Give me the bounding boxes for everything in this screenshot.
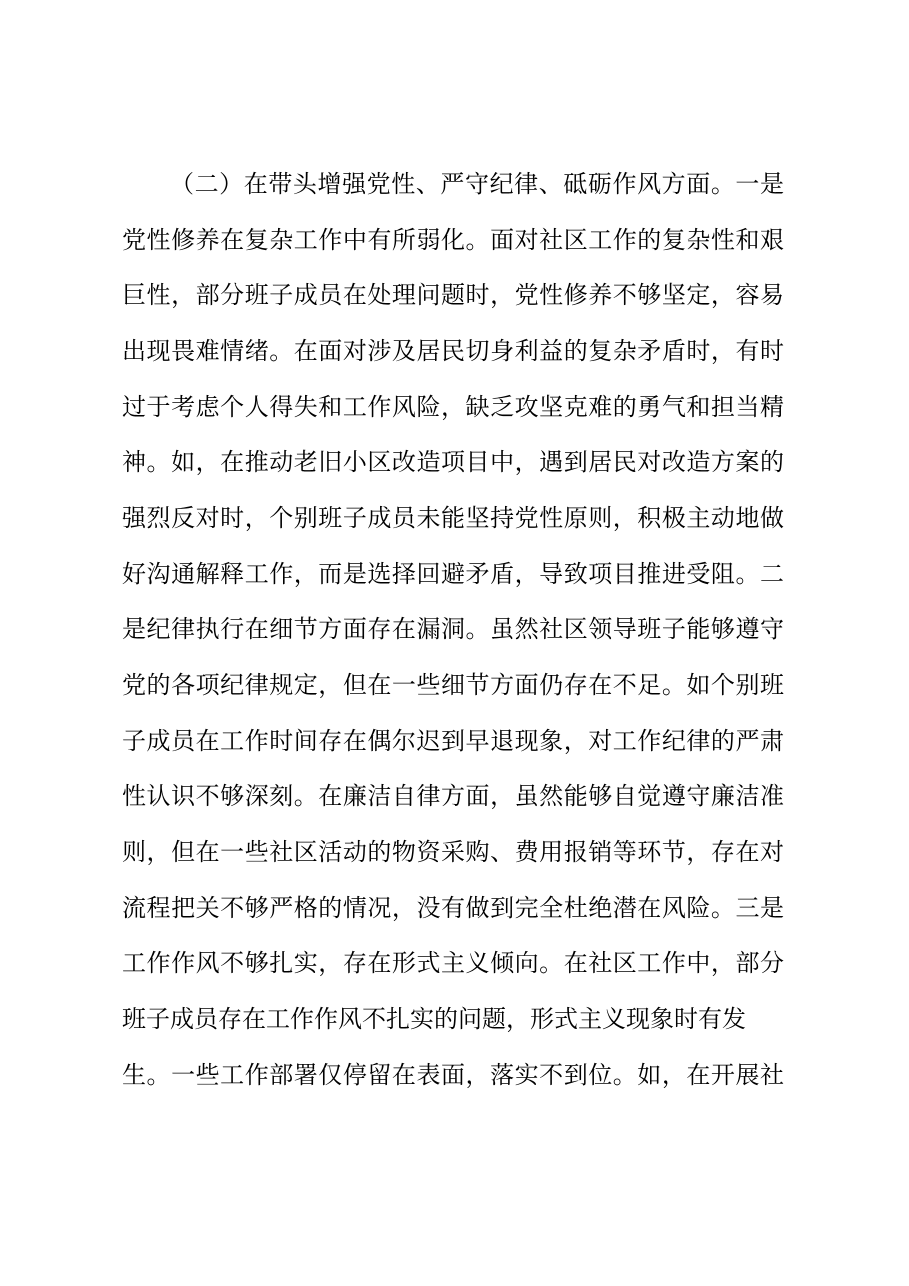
paragraph-line-5: 过于考虑个人得失和工作风险，缺乏攻坚克难的勇气和担当精 [122,393,784,421]
paragraph-line-3: 巨性，部分班子成员在处理问题时，党性修养不够坚定，容易 [122,281,784,309]
paragraph-line-12: 性认识不够深刻。在廉洁自律方面，虽然能够自觉遵守廉洁准 [122,782,784,810]
paragraph-line-16: 班子成员存在工作作风不扎实的问题，形式主义现象时有发 [122,1005,746,1033]
paragraph-line-6: 神。如，在推动老旧小区改造项目中，遇到居民对改造方案的 [122,448,784,476]
paragraph-line-2: 党性修养在复杂工作中有所弱化。面对社区工作的复杂性和艰 [122,226,784,254]
paragraph-line-15: 工作作风不够扎实，存在形式主义倾向。在社区工作中，部分 [122,949,784,977]
paragraph-line-17: 生。一些工作部署仅停留在表面，落实不到位。如，在开展社 [122,1061,784,1089]
paragraph-line-14: 流程把关不够严格的情况，没有做到完全杜绝潜在风险。三是 [122,894,784,922]
paragraph-line-11: 子成员在工作时间存在偶尔迟到早退现象，对工作纪律的严肃 [122,727,784,755]
paragraph-line-9: 是纪律执行在细节方面存在漏洞。虽然社区领导班子能够遵守 [122,615,784,643]
paragraph-line-13: 则，但在一些社区活动的物资采购、费用报销等环节，存在对 [122,838,784,866]
paragraph-line-10: 党的各项纪律规定，但在一些细节方面仍存在不足。如个别班 [122,671,784,699]
paragraph-line-8: 好沟通解释工作，而是选择回避矛盾，导致项目推进受阻。二 [122,560,784,588]
paragraph-line-4: 出现畏难情绪。在面对涉及居民切身利益的复杂矛盾时，有时 [122,337,784,365]
paragraph-line-1: （二）在带头增强党性、严守纪律、砥砺作风方面。一是 [170,170,784,198]
paragraph-line-7: 强烈反对时，个别班子成员未能坚持党性原则，积极主动地做 [122,504,784,532]
